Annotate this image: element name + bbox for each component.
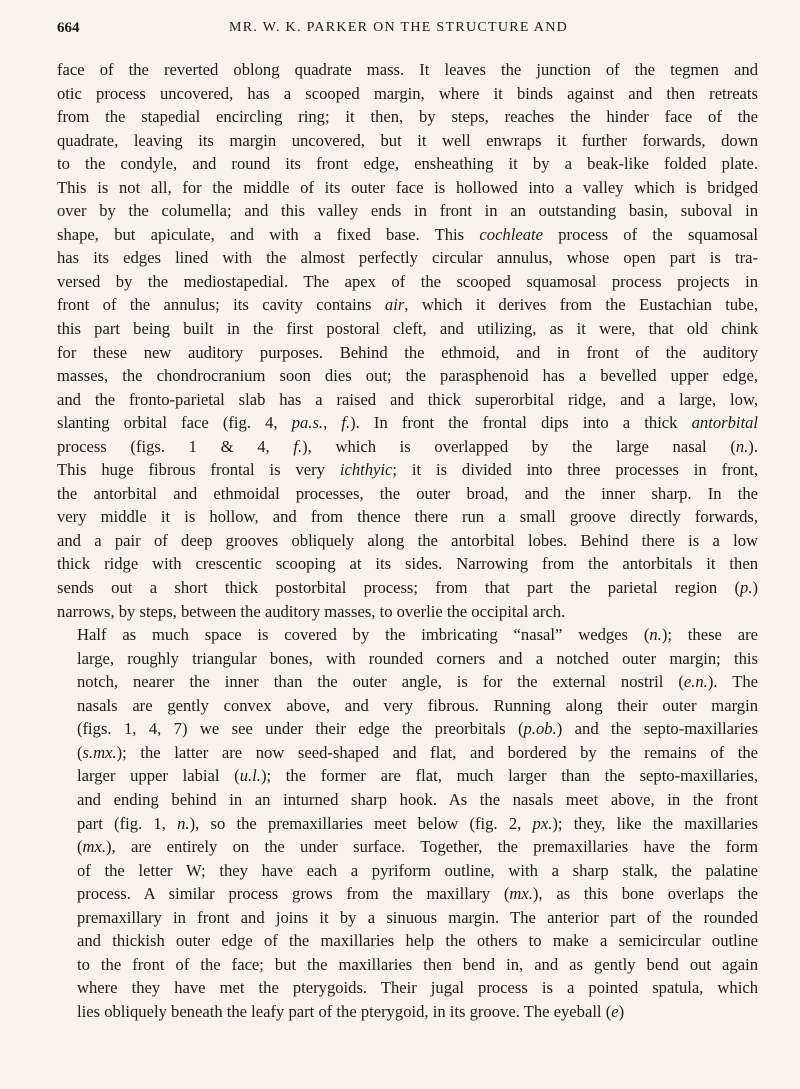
italic-term: e.n. [683, 672, 708, 692]
italic-term: mx. [509, 884, 533, 904]
text-line: and the fronto-parietal slab has a raised and thick superorbital ridge, and a large, low, [57, 389, 758, 409]
page-number: 664 [57, 20, 80, 36]
text-line: slanting orbital face (fig. 4, pa.s., f.). In front the frontal dips into a thick antorbital [57, 413, 758, 433]
text-line: quadrate, leaving its margin uncovered, but it well enwraps it further forwards, down [57, 130, 758, 150]
text-line: large, roughly triangular bones, with rounded corners and a notched outer margin; this [77, 648, 758, 668]
text-line: This is not all, for the middle of its outer face is hollowed into a valley which is bridged [57, 177, 758, 197]
text-line: lies obliquely beneath the leafy part of the pterygoid, in its groove. The eyeball (e) [77, 1001, 625, 1021]
italic-term: f. [341, 413, 351, 433]
text-line: process (figs. 1 & 4, f.), which is overlapped by the large nasal (n.). [57, 436, 758, 456]
italic-term: n. [177, 813, 190, 833]
text-line: premaxillary in front and joins it by a sinuous margin. The anterior part of the rounded [77, 907, 758, 927]
text-line: otic process uncovered, has a scooped margin, where it binds against and then retreats [57, 83, 758, 103]
text-line: part (fig. 1, n.), so the premaxillaries meet below (fig. 2, px.); they, like the maxillaries [77, 813, 759, 833]
text-line: (s.mx.); the latter are now seed-shaped and flat, and bordered by the remains of the [77, 742, 758, 762]
text-line: this part being built in the first postoral cleft, and utilizing, as it were, that old chink [57, 319, 758, 339]
text-line: where they have met the pterygoids. Their jugal process is a pointed spatula, which [77, 978, 758, 998]
paragraph-1 [57, 58, 758, 623]
text-line: versed by the mediostapedial. The apex of the scooped squamosal process projects in [57, 271, 758, 291]
text-line: process. A similar process grows from the maxillary (mx.), as this bone overlaps the [77, 884, 758, 904]
text-line: to the front of the face; but the maxillaries then bend in, and as gently bend out again [77, 954, 758, 974]
text-line: This huge fibrous frontal is very ichthyic; it is divided into three processes in front, [57, 460, 758, 480]
text-line: to the condyle, and round its front edge, ensheathing it by a beak-like folded plate. [57, 154, 758, 174]
italic-term: mx. [82, 837, 107, 857]
text-line: larger upper labial (u.l.); the former are flat, much larger than the septo-maxillaries, [77, 766, 758, 786]
running-title: MR. W. K. PARKER ON THE STRUCTURE AND [229, 20, 569, 35]
text-line: notch, nearer the inner than the outer angle, is for the external nostril (e.n.). The [77, 672, 758, 692]
text-line: (figs. 1, 4, 7) we see under their edge the preorbitals (p.ob.) and the septo-maxillaries [77, 719, 758, 739]
text-line: masses, the chondrocranium soon dies out; the parasphenoid has a bevelled upper edge, [57, 366, 758, 386]
text-line: sends out a short thick postorbital process; from that part the parietal region (p.) [57, 578, 758, 598]
text-line: the antorbital and ethmoidal processes, the outer broad, and the inner sharp. In the [57, 483, 758, 503]
text-line: (mx.), are entirely on the under surface. Together, the premaxillaries have the form [77, 837, 758, 857]
running-head [57, 20, 750, 44]
text-line: and a pair of deep grooves obliquely along the antorbital lobes. Behind there is a low [57, 530, 758, 550]
italic-term: p. [740, 578, 753, 598]
italic-term: s.mx. [82, 742, 117, 762]
text-line: over by the columella; and this valley ends in front in an outstanding basin, suboval in [57, 201, 758, 221]
italic-term: air [384, 295, 405, 315]
text-line: nasals are gently convex above, and very fibrous. Running along their outer margin [77, 695, 758, 715]
italic-term: antorbital [691, 413, 758, 433]
text-line: and thickish outer edge of the maxillaries help the others to make a semicircular outline [77, 931, 758, 951]
italic-term: u.l. [239, 766, 261, 786]
text-line: shape, but apiculate, and with a fixed base. This cochleate process of the squamosal [57, 224, 758, 244]
text-line: for these new auditory purposes. Behind the ethmoid, and in front of the auditory [57, 342, 758, 362]
italic-term: pa.s. [291, 413, 324, 433]
text-line: Half as much space is covered by the imbricating “nasal” wedges (n.); these are [77, 625, 758, 645]
italic-term: n. [735, 436, 749, 456]
text-line: thick ridge with crescentic scooping at its sides. Narrowing from the antorbitals it then [57, 554, 758, 574]
text-line: front of the annulus; its cavity contains air, which it derives from the Eustachian tube, [57, 295, 758, 315]
italic-term: f. [293, 436, 303, 456]
italic-term: ichthyic [339, 460, 393, 480]
italic-term: p.ob. [523, 719, 557, 739]
body-text [57, 58, 758, 1023]
italic-term: px. [532, 813, 553, 833]
text-line: of the letter W; they have each a pyriform outline, with a sharp stalk, the palatine [77, 860, 758, 880]
text-line: and ending behind in an inturned sharp hook. As the nasals meet above, in the front [77, 789, 758, 809]
italic-term: e [611, 1001, 619, 1021]
italic-term: cochleate [479, 224, 543, 244]
text-line: very middle it is hollow, and from thence there run a small groove directly forwards, [57, 507, 758, 527]
text-line: face of the reverted oblong quadrate mass. It leaves the junction of the tegmen and [57, 60, 758, 79]
text-line: from the stapedial encircling ring; it then, by steps, reaches the hinder face of the [57, 107, 758, 127]
text-line: has its edges lined with the almost perfectly circular annulus, whose open part is tra- [57, 248, 758, 268]
text-line: narrows, by steps, between the auditory masses, to overlie the occipital arch. [57, 601, 566, 621]
paragraph-2 [57, 623, 758, 1023]
italic-term: n. [649, 625, 662, 645]
